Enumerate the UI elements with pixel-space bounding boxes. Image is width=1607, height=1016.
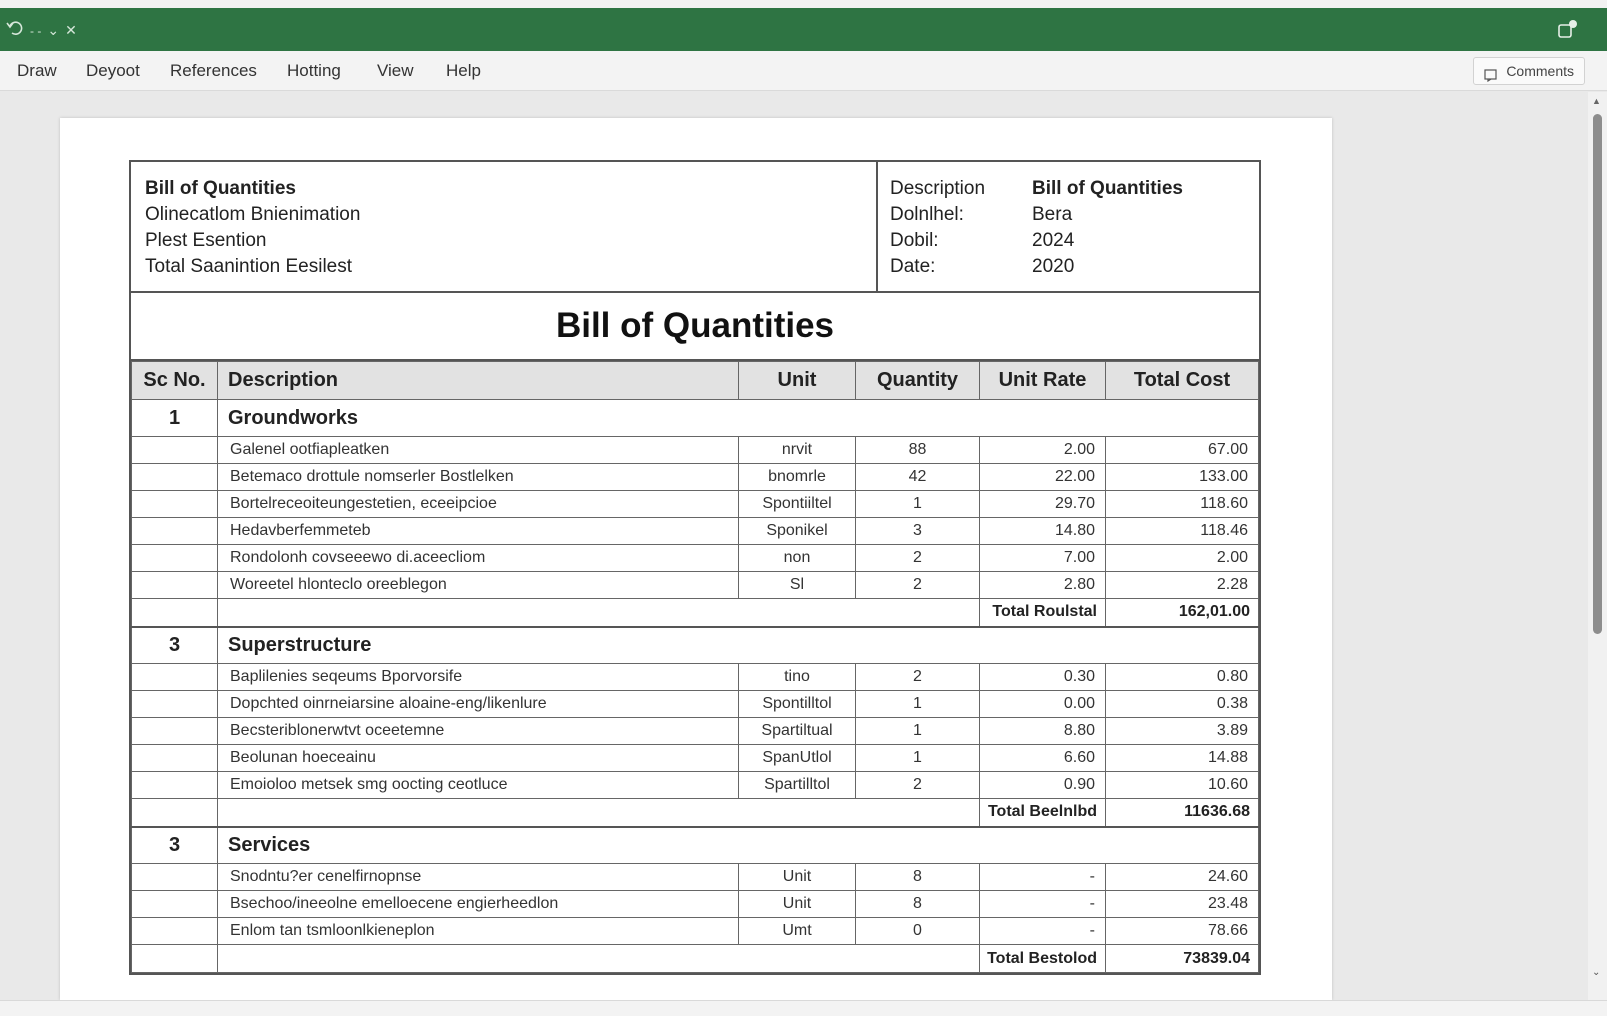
share-icon[interactable]: [1557, 18, 1579, 40]
subtotal-blank-cell: [132, 599, 218, 627]
header-line-title: Bill of Quantities: [145, 178, 296, 199]
close-icon[interactable]: ✕: [65, 22, 77, 38]
subtotal-row: [132, 599, 1259, 627]
undo-icon[interactable]: [6, 20, 24, 41]
column-header: Description: [218, 362, 739, 400]
item-unit: bnomrle: [739, 464, 856, 491]
item-unit: SpanUtlol: [739, 745, 856, 772]
item-quantity: 42: [856, 464, 980, 491]
item-unit-rate: 0.90: [980, 772, 1106, 799]
item-number-cell: [132, 745, 218, 772]
item-description: Emoioloo metsek smg oocting ceotluce: [218, 772, 739, 799]
subtotal-blank-cell: [132, 945, 218, 973]
scroll-thumb[interactable]: [1593, 114, 1602, 634]
item-number-cell: [132, 864, 218, 891]
header-value: Bera: [1032, 204, 1073, 225]
item-quantity: 3: [856, 518, 980, 545]
column-header: Quantity: [856, 362, 980, 400]
table-body: [132, 400, 1259, 973]
table-row: [132, 864, 1259, 891]
item-unit: Unit: [739, 891, 856, 918]
item-unit: Spontilltol: [739, 691, 856, 718]
item-description: Galenel ootfiapleatken: [218, 437, 739, 464]
item-total-cost: 0.38: [1106, 691, 1259, 718]
header-value: 2024: [1032, 230, 1075, 251]
item-unit-rate: 7.00: [980, 545, 1106, 572]
item-total-cost: 24.60: [1106, 864, 1259, 891]
item-unit-rate: 2.00: [980, 437, 1106, 464]
status-bar: [0, 1000, 1607, 1016]
item-unit-rate: -: [980, 918, 1106, 945]
item-number-cell: [132, 664, 218, 691]
vertical-scrollbar[interactable]: [1588, 92, 1607, 1000]
item-unit-rate: 8.80: [980, 718, 1106, 745]
header-left: [131, 162, 878, 291]
item-number-cell: [132, 572, 218, 599]
subtotal-value: 11636.68: [1106, 799, 1259, 827]
header-value: 2020: [1032, 256, 1075, 277]
table-row: [132, 572, 1259, 599]
table-row: [132, 891, 1259, 918]
item-quantity: 88: [856, 437, 980, 464]
section-number: 3: [132, 627, 218, 664]
item-description: Woreetel hlonteclo oreeblegon: [218, 572, 739, 599]
item-total-cost: 67.00: [1106, 437, 1259, 464]
item-number-cell: [132, 545, 218, 572]
comments-button[interactable]: [1473, 57, 1585, 85]
tab-references[interactable]: References: [170, 61, 257, 80]
item-quantity: 8: [856, 864, 980, 891]
item-total-cost: 133.00: [1106, 464, 1259, 491]
item-quantity: 1: [856, 718, 980, 745]
subtotal-row: [132, 799, 1259, 827]
subtotal-blank-cell: [218, 599, 980, 627]
table-row: [132, 691, 1259, 718]
item-total-cost: 14.88: [1106, 745, 1259, 772]
item-description: Baplilenies seqeums Bporvorsife: [218, 664, 739, 691]
subtotal-row: [132, 945, 1259, 973]
document-header: [131, 162, 1259, 293]
item-unit: nrvit: [739, 437, 856, 464]
item-description: Bortelreceoiteungestetien, eceeipcioe: [218, 491, 739, 518]
table-row: [132, 491, 1259, 518]
item-unit: Spontiiltel: [739, 491, 856, 518]
item-total-cost: 10.60: [1106, 772, 1259, 799]
section-row: [132, 627, 1259, 664]
window-top-strip: [0, 0, 1607, 8]
item-unit: non: [739, 545, 856, 572]
item-number-cell: [132, 491, 218, 518]
item-unit: Sponikel: [739, 518, 856, 545]
table-row: [132, 718, 1259, 745]
header-line: Olinecatlom Bnienimation: [145, 204, 361, 225]
item-unit-rate: 2.80: [980, 572, 1106, 599]
item-total-cost: 118.60: [1106, 491, 1259, 518]
scroll-up-icon[interactable]: ▲: [1592, 96, 1601, 106]
comments-label: Comments: [1506, 63, 1574, 79]
item-description: Bsechoo/ineeolne emelloecene engierheedlon: [218, 891, 739, 918]
item-unit-rate: -: [980, 864, 1106, 891]
tab-view[interactable]: View: [377, 61, 414, 80]
item-description: Enlom tan tsmloonlkieneplon: [218, 918, 739, 945]
header-line: Total Saanintion Eesilest: [145, 256, 353, 277]
item-unit-rate: -: [980, 891, 1106, 918]
item-unit-rate: 0.30: [980, 664, 1106, 691]
item-total-cost: 3.89: [1106, 718, 1259, 745]
document-title: Bill of Quantities: [131, 293, 1259, 361]
item-unit-rate: 0.00: [980, 691, 1106, 718]
table-row: [132, 545, 1259, 572]
item-quantity: 1: [856, 491, 980, 518]
item-description: Beolunan hoeceainu: [218, 745, 739, 772]
quantities-table: [131, 361, 1259, 973]
item-number-cell: [132, 518, 218, 545]
section-number: 3: [132, 827, 218, 864]
tab-help[interactable]: Help: [446, 61, 481, 80]
column-header: Total Cost: [1106, 362, 1259, 400]
item-quantity: 2: [856, 545, 980, 572]
item-description: Snodntu?er cenelfirnopnse: [218, 864, 739, 891]
item-quantity: 1: [856, 745, 980, 772]
section-name: Services: [218, 827, 1259, 864]
quick-access-toolbar: [6, 20, 77, 41]
table-header-row: [132, 362, 1259, 400]
item-unit: Unit: [739, 864, 856, 891]
item-unit-rate: 6.60: [980, 745, 1106, 772]
subtotal-value: 162,01.00: [1106, 599, 1259, 627]
item-description: Rondolonh covseeewo di.aceecliom: [218, 545, 739, 572]
comment-icon: [1484, 64, 1498, 78]
title-bar: [0, 8, 1607, 51]
table-row: [132, 464, 1259, 491]
table-row: [132, 918, 1259, 945]
header-value: Bill of Quantities: [1032, 178, 1183, 199]
header-key: Dolnlhel:: [890, 204, 964, 225]
header-line: Plest Esention: [145, 230, 267, 251]
header-right: [878, 162, 1259, 291]
section-row: [132, 827, 1259, 864]
item-total-cost: 23.48: [1106, 891, 1259, 918]
tab-deyoot[interactable]: Deyoot: [86, 61, 140, 80]
item-number-cell: [132, 891, 218, 918]
item-quantity: 2: [856, 772, 980, 799]
item-total-cost: 0.80: [1106, 664, 1259, 691]
scroll-down-icon[interactable]: ⌄: [1592, 967, 1601, 978]
column-header: Sc No.: [132, 362, 218, 400]
item-number-cell: [132, 918, 218, 945]
column-header: Unit: [739, 362, 856, 400]
header-kv-row: [890, 254, 1247, 280]
item-quantity: 0: [856, 918, 980, 945]
table-row: [132, 772, 1259, 799]
column-header: Unit Rate: [980, 362, 1106, 400]
item-unit-rate: 22.00: [980, 464, 1106, 491]
section-name: Groundworks: [218, 400, 1259, 437]
item-total-cost: 2.00: [1106, 545, 1259, 572]
item-quantity: 1: [856, 691, 980, 718]
table-row: [132, 437, 1259, 464]
table-row: [132, 518, 1259, 545]
item-total-cost: 2.28: [1106, 572, 1259, 599]
item-unit: Umt: [739, 918, 856, 945]
subtotal-blank-cell: [132, 799, 218, 827]
section-row: [132, 400, 1259, 437]
header-key: Dobil:: [890, 230, 939, 251]
item-unit: Spartilltol: [739, 772, 856, 799]
item-total-cost: 118.46: [1106, 518, 1259, 545]
bill-of-quantities-table: [129, 160, 1261, 975]
ribbon-tabs: [0, 51, 1607, 91]
item-unit: Sl: [739, 572, 856, 599]
subtotal-label: Total Roulstal: [980, 599, 1106, 627]
item-description: Hedavberfemmeteb: [218, 518, 739, 545]
item-number-cell: [132, 437, 218, 464]
subtotal-value: 73839.04: [1106, 945, 1259, 973]
section-name: Superstructure: [218, 627, 1259, 664]
item-unit-rate: 29.70: [980, 491, 1106, 518]
header-kv-row: [890, 202, 1247, 228]
item-total-cost: 78.66: [1106, 918, 1259, 945]
item-quantity: 8: [856, 891, 980, 918]
subtotal-blank-cell: [218, 945, 980, 973]
item-number-cell: [132, 691, 218, 718]
item-quantity: 2: [856, 664, 980, 691]
subtotal-blank-cell: [218, 799, 980, 827]
header-kv-row: [890, 228, 1247, 254]
section-number: 1: [132, 400, 218, 437]
item-number-cell: [132, 464, 218, 491]
header-key: Date:: [890, 256, 936, 277]
item-unit-rate: 14.80: [980, 518, 1106, 545]
item-description: Betemaco drottule nomserler Bostlelken: [218, 464, 739, 491]
item-unit: tino: [739, 664, 856, 691]
separator-icon: - -: [30, 23, 42, 38]
item-unit: Spartiltual: [739, 718, 856, 745]
item-number-cell: [132, 772, 218, 799]
item-description: Dopchted oinrneiarsine aloaine-eng/likenlure: [218, 691, 739, 718]
tab-hotting[interactable]: Hotting: [287, 61, 341, 80]
item-description: Becsteriblonerwtvt oceetemne: [218, 718, 739, 745]
dropdown-icon[interactable]: ⌄: [47, 22, 60, 38]
item-number-cell: [132, 718, 218, 745]
table-row: [132, 664, 1259, 691]
header-kv-row: [890, 176, 1247, 202]
header-key: Description: [890, 178, 986, 199]
tab-draw[interactable]: Draw: [17, 61, 57, 80]
item-quantity: 2: [856, 572, 980, 599]
table-row: [132, 745, 1259, 772]
subtotal-label: Total Bestolod: [980, 945, 1106, 973]
subtotal-label: Total Beelnlbd: [980, 799, 1106, 827]
